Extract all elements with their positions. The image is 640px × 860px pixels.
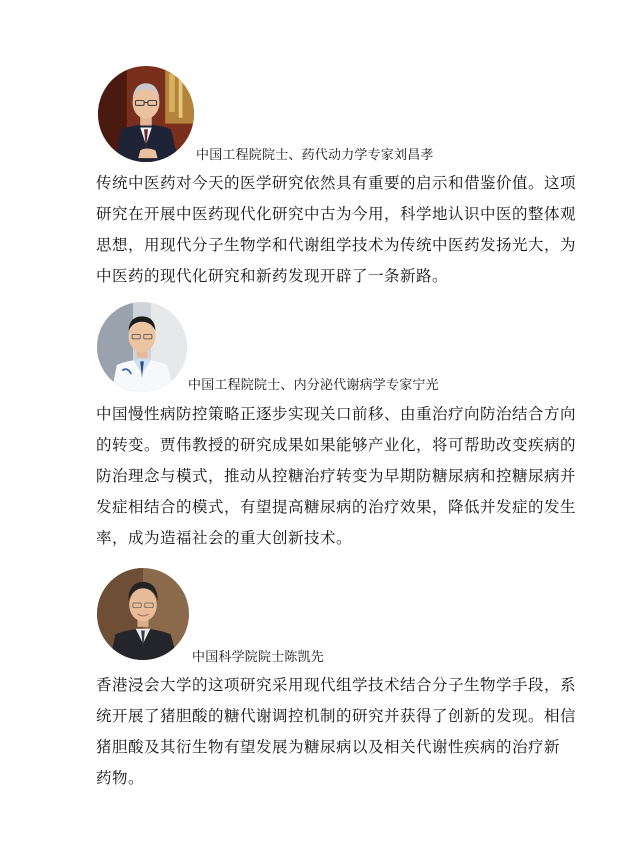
portrait-photo: [97, 302, 187, 392]
quote-line: 药物。: [96, 769, 145, 787]
portrait-photo: [98, 66, 194, 162]
portrait-photo: [97, 568, 189, 660]
quote-paragraph: [96, 168, 577, 292]
expert-caption: 中国科学院院士陈凯先: [192, 650, 325, 665]
quote-line: 发症相结合的模式，有望提高糖尿病的治疗效果，降低并发症的发生: [96, 498, 577, 516]
expert-caption: 中国工程院院士、药代动力学专家刘昌孝: [196, 148, 434, 163]
quote-line: 防治理念与模式，推动从控糖治疗转变为早期防糖尿病和控糖尿病并: [96, 467, 577, 485]
expert-caption: 中国工程院院士、内分泌代谢病学专家宁光: [188, 378, 439, 393]
quote-line: 统开展了猪胆酸的糖代谢调控机制的研究并获得了创新的发现。相信: [96, 707, 577, 725]
quote-line: 中医药的现代化研究和新药发现开辟了一条新路。: [96, 267, 449, 285]
quote-paragraph: [96, 670, 577, 794]
quote-line: 研究在开展中医药现代化研究中古为今用，科学地认识中医的整体观: [96, 205, 577, 223]
quote-line: 率，成为造福社会的重大创新技术。: [96, 529, 353, 547]
quote-paragraph: [96, 399, 577, 554]
quote-line: 传统中医药对今天的医学研究依然具有重要的启示和借鉴价值。这项: [96, 174, 577, 192]
quote-line: 的转变。贾伟教授的研究成果如果能够产业化，将可帮助改变疾病的: [96, 436, 577, 454]
quote-line: 思想，用现代分子生物学和代谢组学技术为传统中医药发扬光大，为: [96, 236, 577, 254]
quote-line: 香港浸会大学的这项研究采用现代组学技术结合分子生物学手段，系: [96, 676, 577, 694]
quote-line: 中国慢性病防控策略正逐步实现关口前移、由重治疗向防治结合方向: [96, 405, 577, 423]
quote-line: 猪胆酸及其衍生物有望发展为糖尿病以及相关代谢性疾病的治疗新: [96, 738, 561, 756]
